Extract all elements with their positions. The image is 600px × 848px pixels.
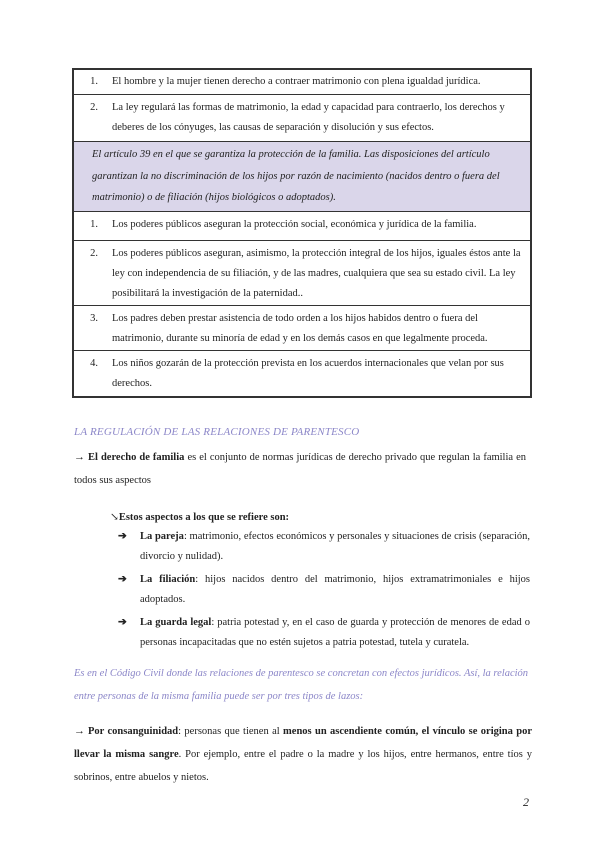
row-number: 2. — [90, 102, 98, 113]
table-row — [74, 70, 530, 94]
row-number: 2. — [90, 247, 98, 259]
table-row — [74, 350, 530, 396]
table-row — [74, 240, 530, 305]
aspects-heading — [110, 511, 289, 523]
row-number: 1. — [90, 218, 98, 230]
row-number: 1. — [90, 76, 98, 87]
aspect-text: : matrimonio, efectos económicos y personales y situaciones de crisis (separación, divorcio y nulidad). — [140, 531, 530, 562]
row-text: Los padres deben prestar asistencia de todo orden a los hijos habidos dentro o fuera del matrimonio, durante su minoría de edad y en los demás casos en que legalmente proceda. — [112, 312, 488, 344]
page-number: 2 — [523, 795, 529, 809]
codigo-civil-paragraph: Es en el Código Civil donde las relaciones de parentesco se concretan con efectos jurídicos. Así, la relación entre personas de la misma familia puede ser por tres tipos de lazos: — [74, 668, 529, 702]
consanguinidad-emphasis: menos un ascendiente común, el vínculo se origina por llevar la misma sangre — [74, 726, 532, 760]
table-row — [74, 94, 530, 141]
row-text: Los niños gozarán de la protección prevista en los acuerdos internacionales que velan por sus derechos. — [112, 357, 504, 389]
list-item — [118, 613, 530, 652]
arrow-down-right-icon: ↘ — [110, 512, 119, 523]
aspect-term: La guarda legal — [140, 617, 212, 628]
list-item — [118, 570, 530, 609]
section-heading: LA REGULACIÓN DE LAS RELACIONES DE PARENTESCO — [74, 426, 360, 438]
aspects-heading-text: Estos aspectos a los que se refiere son: — [118, 512, 290, 523]
aspect-text: : patria potestad y, en el caso de guarda y protección de menores de edad o personas incapacitadas que no estén sujetos a patria potestad, tutela y curatela. — [140, 617, 530, 648]
row-number: 4. — [90, 357, 98, 369]
definition-term: El derecho de familia — [88, 452, 185, 463]
consanguinidad-example: . Por ejemplo, entre el padre o la madre y los hijos, entre hermanos, entre tíos y sobrinos, entre abuelos y nietos. — [74, 749, 532, 783]
article-39-highlight: El artículo 39 en el que se garantiza la protección de la familia. Las disposiciones del artículo garantizan la no discriminación de los hijos por razón de nacimiento (nacidos dentro o fuera del matrimonio) o de filiación (hijos biológicos o adoptados). — [74, 141, 530, 211]
row-text: Los poderes públicos aseguran la protección social, económica y jurídica de la familia. — [112, 218, 477, 230]
row-text: La ley regulará las formas de matrimonio, la edad y capacidad para contraerlo, los derechos y deberes de los cónyuges, las causas de separación y disolución y sus efectos. — [112, 102, 505, 133]
row-number: 3. — [90, 312, 98, 324]
arrow-right-icon: → — [74, 725, 85, 737]
consanguinidad-text: : personas que tienen al — [178, 726, 284, 737]
list-item — [118, 527, 530, 566]
aspect-term: La pareja — [140, 531, 184, 542]
constitution-articles-table — [72, 68, 532, 398]
arrow-bullet-icon: ➔ — [118, 531, 127, 542]
table-row — [74, 211, 530, 240]
consanguinidad-term: Por consanguinidad — [88, 726, 179, 737]
row-text: El hombre y la mujer tienen derecho a contraer matrimonio con plena igualdad jurídica. — [112, 76, 481, 87]
arrow-bullet-icon: ➔ — [118, 574, 127, 585]
aspect-term: La filiación — [140, 574, 196, 585]
aspects-list — [118, 527, 530, 652]
definition-text: es el conjunto de normas jurídicas de derecho privado que regulan la familia en todos sus aspectos — [74, 452, 526, 486]
arrow-right-icon: → — [74, 451, 85, 463]
arrow-bullet-icon: ➔ — [118, 617, 127, 628]
row-text: Los poderes públicos aseguran, asimismo, la protección integral de los hijos, iguales éstos ante la ley con independencia de su filiación, y de las madres, cualquiera que sea su estado civil. La ley posibilitará la investigación de la paternidad.. — [112, 247, 521, 299]
consanguinidad-paragraph — [74, 720, 532, 789]
aspect-text: : hijos nacidos dentro del matrimonio, hijos extramatrimoniales e hijos adoptados. — [140, 574, 530, 605]
table-row — [74, 305, 530, 350]
family-law-definition — [74, 446, 526, 492]
